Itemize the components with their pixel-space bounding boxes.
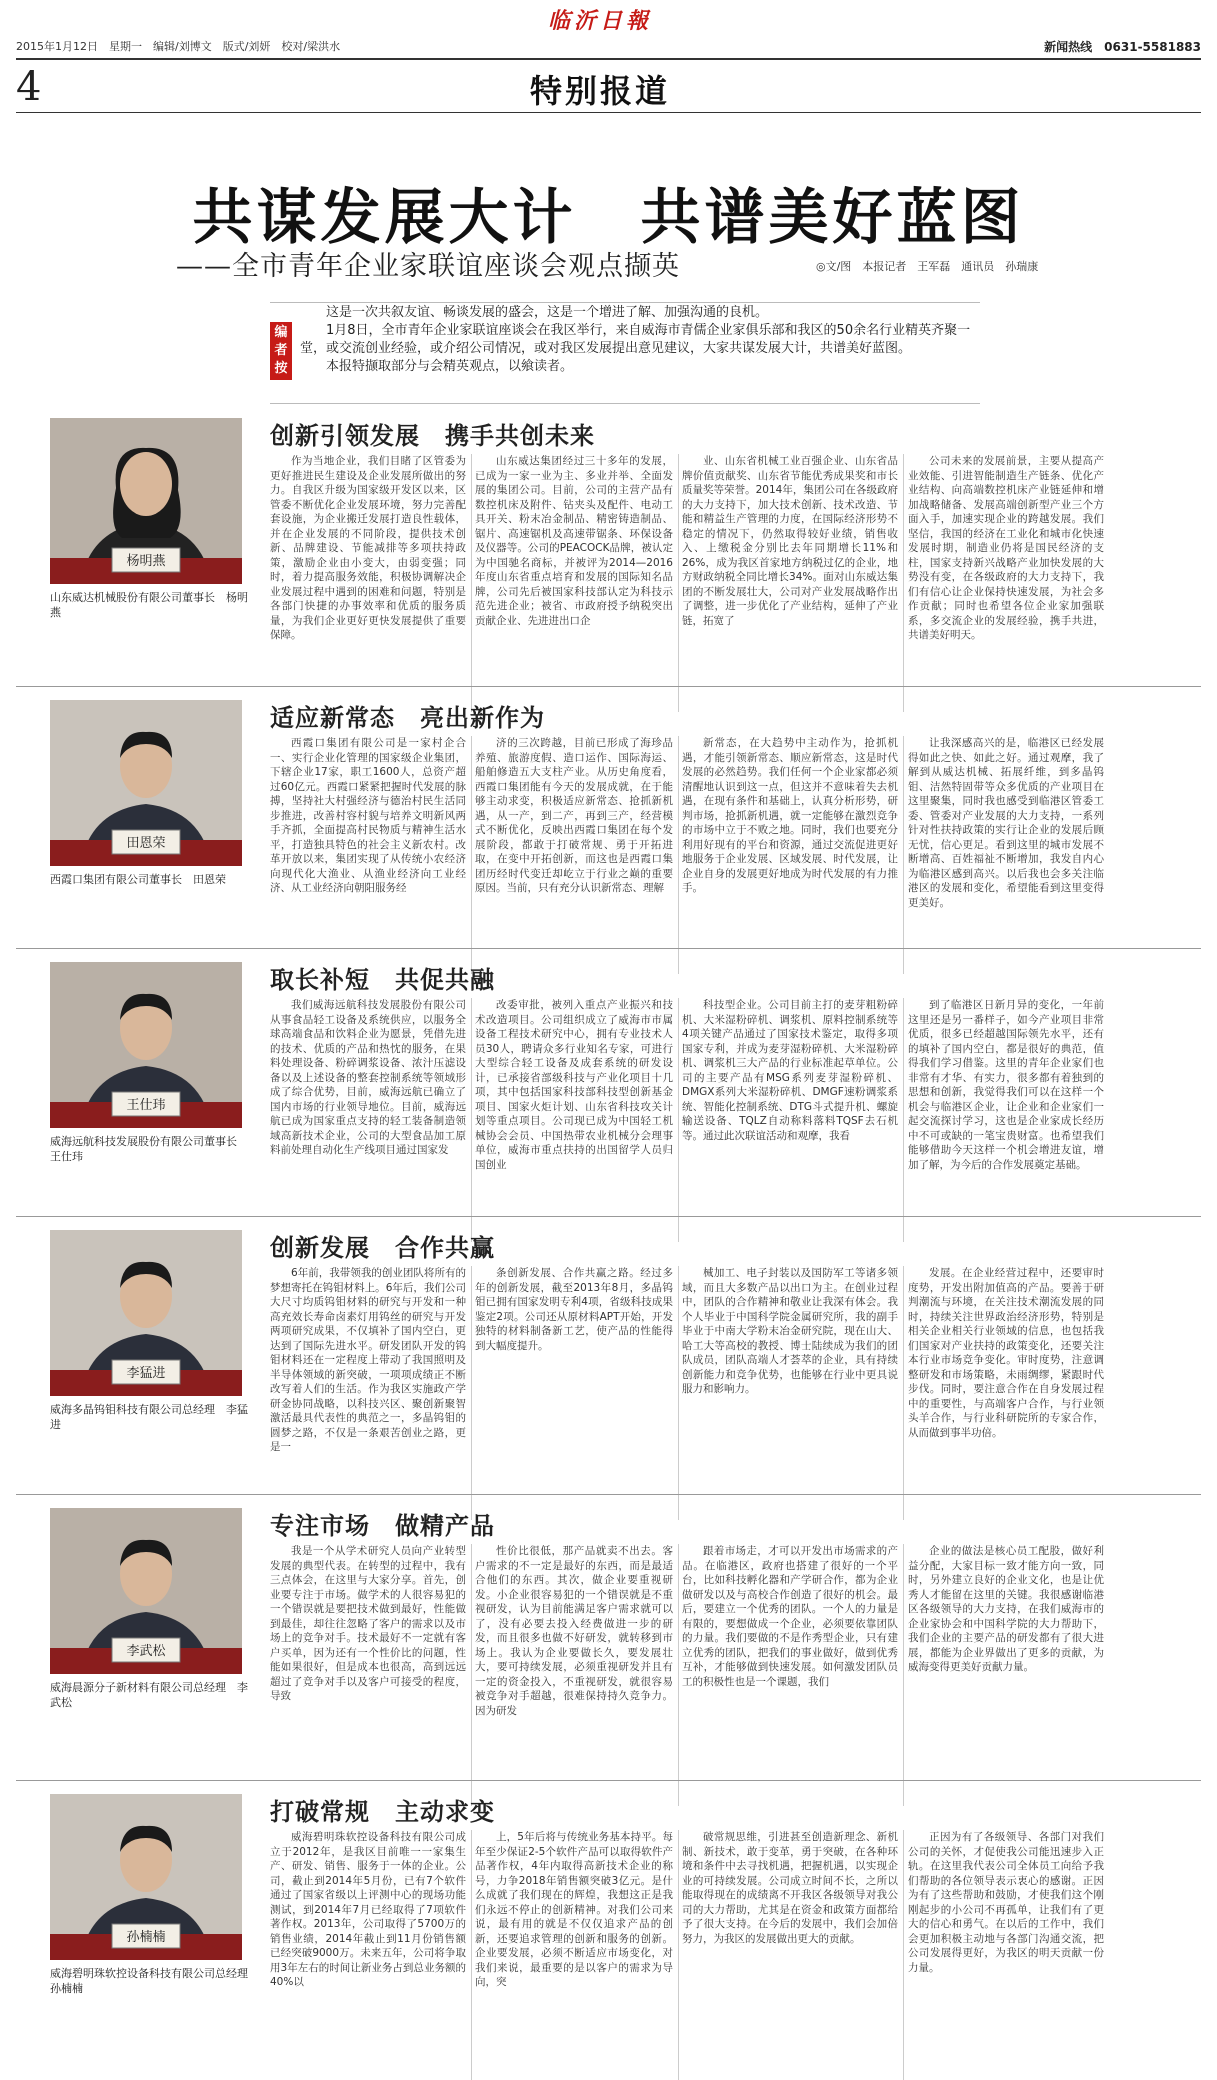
editor-note-paragraph: 本报特撷取部分与会精英观点，以飨读者。 — [326, 359, 574, 374]
section-divider — [16, 1216, 1201, 1217]
article-column — [475, 736, 673, 974]
column-rule — [471, 1544, 472, 1806]
section-divider — [16, 1780, 1201, 1781]
portrait-photo — [50, 700, 242, 866]
section-heading: 创新发展 合作共赢 — [270, 1234, 495, 1262]
newspaper-logo: 临沂日報 — [548, 8, 653, 34]
name-card-text: 杨明燕 — [126, 554, 166, 569]
article-paragraph: 我们威海远航科技发展股份有限公司从事食品轻工设备及系统供应，以服务全球高端食品和饮料企业为愿景，凭借先进的技术、优质的产品和热忱的服务，在果料处理设备、粉碎调浆设备、浓汁压滤设备以及上述设备的整套控制系统等领域形成了综合优势，目前，威海远航已确立了国内市场的行业领导地位。目前，威海远航已成为国家重点支持的轻工装备制造领域高新技术企业，公司的大型食品加工原料前处理自动化生产线项目通过国家发 — [270, 999, 466, 1156]
name-card-text: 孙楠楠 — [126, 1930, 166, 1945]
portrait-illustration — [50, 418, 242, 584]
article-column — [908, 998, 1104, 1242]
headline: 共谋发展大计 共谱美好蓝图 — [192, 183, 1025, 253]
article-column — [475, 1830, 673, 2080]
subheadline: ——全市青年企业家联谊座谈会观点撷英 — [176, 251, 680, 282]
article-paragraph: 威海碧明珠软控设备科技有限公司成立于2012年，是我区目前唯一一家集生产、研发、销售、服务于一体的企业。公司，截止到2014年5月份，已有7个软件通过了国家省级以上评测中心的现场功能测试，到2014年7月已经取得了7项软件著作权。2013年，公司取得了5700万的销售业绩，2014年截止到11月份销售额已经突破9000万。未来五年，公司将争取用3年左右的时间让新业务占到总业务额的40%以 — [270, 1831, 466, 1988]
article-paragraph: 到了临港区日新月异的变化，一年前这里还是另一番样子，如今产业项目非常优质，很多已经超越国际领先水平，还有的填补了国内空白，都是很好的典范，值得我们学习借鉴。这里的青年企业家们也非常有才华、有实力，很多都有着独到的思想和创新，我觉得我们可以在这样一个机会与临港区企业，让企业和企业家们一起交流探讨学习，这也是企业家成长经历中不可或缺的一笔宝贵财富。也希望我们能够借助今天这样一个机会增进友谊，增加了解，为今后的合作发展奠定基础。 — [908, 999, 1104, 1171]
article-column — [908, 736, 1104, 974]
editor-note-tag: 编者按 — [270, 322, 292, 380]
portrait-photo — [50, 1230, 242, 1396]
portrait-illustration — [50, 962, 242, 1128]
name-card-text: 李武松 — [126, 1644, 166, 1659]
photo-caption: 威海多晶钨钼科技有限公司总经理 李猛进 — [50, 1403, 248, 1431]
article-column — [682, 1266, 898, 1520]
column-rule — [903, 998, 904, 1242]
article-paragraph: 性价比很低，那产品就卖不出去。客户需求的不一定是最好的东西，而是最适合他们的东西。其次，做企业要重视研发。小企业很容易犯的一个错误就是不重视研发，认为目前能满足客户需求就可以了，没有必要去投入经费做进一步的研发，而且很多也做不好研发，就转移到市场上。我认为企业要做长久，要发展壮大，要可持续发展，必须重视研发并且有一定的资金投入，不重视研发，就很容易被竞争对手超越，很难保持持久竞争力。因为研发 — [475, 1545, 673, 1717]
column-rule — [678, 1830, 679, 2080]
section-heading: 适应新常态 亮出新作为 — [270, 704, 545, 732]
portrait-photo — [50, 962, 242, 1128]
article-paragraph: 业、山东省机械工业百强企业、山东省品牌价值贡献奖、山东省节能优秀成果奖和市长质量奖等荣誉。2014年，集团公司在各级政府的大力支持下，加大技术创新、技术改造、节能和精益生产管理的力度，在国际经济形势不稳定的情况下，仍然取得较好业绩，销售收入、上缴税金分别比去年同期增长11%和26%，成为我区首家地方纳税过亿的企业，地方财政纳税全同比增长34%。面对山东威达集团的不断发展壮大，公司对产业发展战略作出了调整，进一步优化了产业结构，延伸了产业链，拓宽了 — [682, 455, 898, 627]
column-rule — [678, 736, 679, 974]
portrait-illustration — [50, 1230, 242, 1396]
column-rule — [903, 1830, 904, 2080]
portrait-photo — [50, 418, 242, 584]
photo-caption: 山东威达机械股份有限公司董事长 杨明燕 — [50, 591, 248, 619]
name-card-text: 王仕玮 — [126, 1098, 166, 1113]
editor-note-text — [300, 304, 976, 376]
portrait-photo — [50, 1794, 242, 1960]
column-rule — [678, 1544, 679, 1806]
article-paragraph: 破常规思维，引进甚至创造新理念、新机制、新技术，敢于变革，勇于突破，在各种环境和条件中去寻找机遇，把握机遇，以实现企业的可持续发展。公司成立时间不长，之所以能取得现在的成绩离不开我区各级领导对我公司的大力帮助，尤其是在资金和政策方面都给予了很大支持。在今后的发展中，我们会加倍努力，为我区的发展做出更大的贡献。 — [682, 1831, 898, 1945]
section-heading: 打破常规 主动求变 — [270, 1798, 495, 1826]
column-rule — [471, 1266, 472, 1520]
column-rule — [471, 736, 472, 974]
article-column — [270, 998, 466, 1242]
article-paragraph: 西霞口集团有限公司是一家村企合一、实行企业化管理的国家级企业集团，下辖企业17家，职工1600人，总资产超过60亿元。西霞口紧紧把握时代发展的脉搏，坚持社大村强经济与德治村民生活同步推进，改善村容村貌与培养文明新风两手齐抓，全面提高村民物质与精神生活水平，打造独具特色的社会主义新农村。改革开放以来，集团实现了从传统小农经济向现代化大渔业、从渔业经济向工业经济、从工业经济向朝阳服务经 — [270, 737, 466, 894]
article-paragraph: 公司未来的发展前景，主要从提高产业效能、引进智能制造生产链条、优化产业结构、向高端数控机床产业链延伸和增加战略储备、发展高端创新型产业三个方面入手，加速实现企业的跨越发展。我们坚信，我国的经济在工业化和城市化快速发展时期，制造业仍将是国民经济的支柱，国家支持新兴战略产业加快发展的大势没有变，在各级政府的大力支持下，我们有信心让企业保持快速发展，为社会多作贡献；同时也希望各位企业家加强联系，多交流企业的发展经验，携手共进，共谱美好明天。 — [908, 455, 1104, 641]
article-column — [908, 1266, 1104, 1520]
masthead-rule — [16, 58, 1201, 60]
page-number: 4 — [16, 64, 42, 110]
byline: ◎文/图 本报记者 王军磊 通讯员 孙瑞康 — [816, 260, 1039, 273]
column-rule — [903, 1544, 904, 1806]
editor-note-paragraph: 这是一次共叙友谊、畅谈发展的盛会，这是一个增进了解、加强沟通的良机。 — [326, 305, 769, 320]
article-paragraph: 上，5年后将与传统业务基本持平。每年至少保证2-5个软件产品可以取得软件产品著作权，4年内取得高新技术企业的称号，力争2018年销售额突破3亿元。是什么成就了我们现在的辉煌，我想这正是我们永远不停止的创新精神。对我们公司来说，最有用的就是不仅仅追求产品的创新，还要追求管理的创新和服务的创新。企业要发展，必须不断适应市场变化，对我们来说，最重要的是以客户的需求为导向，突 — [475, 1831, 673, 1988]
section-divider — [16, 1494, 1201, 1495]
article-column — [682, 736, 898, 974]
article-paragraph: 企业的做法是核心员工配股，做好利益分配，大家目标一致才能方向一致，同时，另外建立良好的企业文化，也是让优秀人才能留在这里的关键。我很感谢临港区各级领导的大力支持，在我们威海市的企业家协会和中国科学院的大力帮助下，我们企业的主要产品的研发都有了很大进展，都能为企业界做出了更多的贡献，为威海变得更美好贡献力量。 — [908, 1545, 1104, 1673]
column-rule — [903, 454, 904, 712]
article-paragraph: 正因为有了各级领导、各部门对我们公司的关怀，才促使我公司能迅速步入正轨。在这里我代表公司全体员工向给予我们帮助的各位领导表示衷心的感谢。正因为有了这些帮助和鼓励，才使我们这个刚刚起步的小公司不再孤单，让我们有了更大的信心和勇气。在以后的工作中，我们会更加积极主动地与各部门沟通交流，把公司发展得更好，为我区的明天贡献一份力量。 — [908, 1831, 1104, 1974]
portrait-illustration — [50, 700, 242, 866]
portrait-illustration — [50, 1508, 242, 1674]
photo-caption: 威海晨源分子新材料有限公司总经理 李武松 — [50, 1681, 248, 1709]
column-rule — [903, 736, 904, 974]
article-column — [682, 998, 898, 1242]
section-heading: 专注市场 做精产品 — [270, 1512, 495, 1540]
portrait-illustration — [50, 1794, 242, 1960]
column-rule — [903, 1266, 904, 1520]
article-column — [682, 454, 898, 712]
article-column — [475, 454, 673, 712]
article-column — [270, 454, 466, 712]
dateline: 2015年1月12日 星期一 编辑/刘博文 版式/刘妍 校对/梁洪水 — [16, 40, 341, 53]
article-column — [475, 998, 673, 1242]
article-column — [682, 1544, 898, 1806]
article-column — [270, 1544, 466, 1806]
article-paragraph: 改委审批，被列入重点产业振兴和技术改造项目。公司组织成立了威海市市属设备工程技术研究中心，拥有专业技术人员30人，聘请众多行业知名专家，可进行大型综合轻工设备及成套系统的研发设计，已承接省部级科技与产业化项目十几项，其中包括国家科技部科技型创新基金项目、国家火炬计划、山东省科技攻关计划等重点项目。公司现已成为中国轻工机械协会会员、中国热带农业机械分会理事单位，威海市重点扶持的出国留学人员归国创业 — [475, 999, 673, 1171]
photo-caption: 西霞口集团有限公司董事长 田恩荣 — [50, 873, 226, 886]
column-rule — [471, 998, 472, 1242]
section-divider — [16, 686, 1201, 687]
article-paragraph: 让我深感高兴的是，临港区已经发展得如此之快、如此之好。通过观摩，我了解到从威达机械、拓展纤维，到多晶钨钼、洁然特固带等众多优质的产业项目在这里聚集，同时我也感受到临港区管委工委、管委对产业发展的大力支持，一系列针对性扶持政策的实行让企业的发展后顾无忧，信心更足。看到这里的城市发展不断增高、百姓福祉不断增加，我发自内心为临港区感到高兴。以后我也会多关注临港区的发展和变化，希望能看到这里变得更美好。 — [908, 737, 1104, 909]
portrait-photo — [50, 1508, 242, 1674]
article-paragraph: 山东威达集团经过三十多年的发展，已成为一家一业为主、多业并举、全面发展的集团公司。目前，公司的主营产品有数控机床及附件、钻夹头及配件、电动工具开关、粉末冶金制品、精密铸造制品、锯片、高速锯机及高速带锯条、环保设备及仪器等。公司的PEACOCK品牌，被认定为中国驰名商标，并被评为2014—2016年度山东省重点培育和发展的国际知名品牌，公司先后被国家科技部认定为科技示范先进企业；被省、市政府授予纳税突出贡献企业、先进进出口企 — [475, 455, 673, 627]
name-card-text: 李猛进 — [126, 1366, 166, 1381]
article-paragraph: 新常态，在大趋势中主动作为，抢抓机遇，才能引领新常态、顺应新常态，这是时代发展的必然趋势。我们任何一个企业家都必须清醒地认识到这一点，但这并不意味着失去机遇，在现有条件和基础上，认真分析形势，研判市场，抢抓新机遇，就一定能够在激烈竞争的市场中立于不败之地。同时，我们也要充分利用好现有的平台和资源，通过交流促进更好地服务于企业发展、区域发展、时代发展，让企业自身的发展更好地成为时代发展的有力推手。 — [682, 737, 898, 894]
photo-caption: 威海远航科技发展股份有限公司董事长 王仕玮 — [50, 1135, 248, 1163]
section-heading: 取长补短 共促共融 — [270, 966, 495, 994]
column-rule — [471, 454, 472, 712]
section-heading: 创新引领发展 携手共创未来 — [270, 422, 595, 450]
article-column — [475, 1544, 673, 1806]
column-rule — [678, 998, 679, 1242]
section-divider — [16, 948, 1201, 949]
name-card-text: 田恩荣 — [126, 836, 166, 851]
article-column — [270, 1266, 466, 1520]
article-paragraph: 6年前，我带领我的创业团队将所有的梦想寄托在钨钼材料上。6年后，我们公司大尺寸均质钨钼材料的研究与开发和一种高充效长寿命卤素灯用钨丝的研究与开发两项研究成果，不仅填补了国内空白，更达到了国际先进水平。研发团队开发的钨钼材料还在一定程度上带动了我国照明及半导体领域的新突破，一项项成绩正不断改写着人们的生活。作为我区实施政产学研金协同战略，以科技兴区、聚创新聚智激活最具代表性的典范之一，多晶钨钼的圆梦之路，不仅是一条艰苦创业之路，更是一 — [270, 1267, 466, 1453]
photo-caption: 威海碧明珠软控设备科技有限公司总经理 孙楠楠 — [50, 1967, 259, 1995]
article-column — [908, 1830, 1104, 2080]
section-title: 特别报道 — [530, 72, 671, 110]
editor-note-paragraph: 1月8日，全市青年企业家联谊座谈会在我区举行，来自威海市青儒企业家俱乐部和我区的50余名行业精英齐聚一堂，或交流创业经验，或介绍公司情况，或对我区发展提出意见建议，大家共谋发展大计，共谱美好蓝图。 — [300, 323, 971, 356]
article-column — [475, 1266, 673, 1520]
article-column — [908, 454, 1104, 712]
article-column — [270, 1830, 466, 2080]
column-rule — [678, 1266, 679, 1520]
article-paragraph: 械加工、电子封装以及国防军工等诸多领域，而且大多数产品以出口为主。在创业过程中，团队的合作精神和敬业让我深有体会。我个人毕业于中国科学院金属研究所，我的副手毕业于中南大学粉末冶金研究院，现在山大、哈工大等高校的教授、博士陆续成为我们的团队成员，团队高端人才荟萃的企业，具有持续创新能力和竞争优势，也能够在行业中更具说服力和影响力。 — [682, 1267, 898, 1395]
section-rule — [16, 112, 1201, 113]
news-hotline: 新闻热线 0631-5581883 — [1044, 40, 1201, 54]
column-rule — [678, 454, 679, 712]
article-paragraph: 跟着市场走，才可以开发出市场需求的产品。在临港区，政府也搭建了很好的一个平台，比如科技孵化器和产学研合作，都为企业做研发以及与高校合作创造了很好的机会。最后，要建立一个优秀的团队。一个人的力量是有限的，要想做成一个企业，必须要依靠团队的力量。我们要做的不是作秀型企业，只有建立优秀的团队，把我们的事业做好，做到优秀互补，才能够做到快速发展。如何激发团队员工的积极性也是一个课题，我们 — [682, 1545, 898, 1688]
article-paragraph: 条创新发展、合作共赢之路。经过多年的创新发展，截至2013年8月，多晶钨钼已拥有国家发明专利4项，省级科技成果鉴定2项。公司还从原材料APT开始，开发独特的材料制备新工艺，使产品的性能得到大幅度提升。 — [475, 1267, 673, 1352]
masthead — [0, 0, 1217, 60]
article-paragraph: 济的三次跨越，目前已形成了海珍品养殖、旅游度假、造口运作、国际海运、船舶修造五大支柱产业。从历史角度看，西霞口集团能有今天的发展成就，在于能够主动求变，积极适应新常态、抢抓新机遇，从一产，到二产，再到三产，经营模式不断优化，反映出西霞口集团在每个发展阶段，都敢于打破常规、勇于开拓进取，在变中开拓创新，而这也是西霞口集团历经时代变迁却屹立于行业之巅的重要原因。当前，只有充分认识新常态、理解 — [475, 737, 673, 894]
article-paragraph: 发展。在企业经营过程中，还要审时度势，开发出附加值高的产品。要善于研判潮流与环境，在关注技术潮流发展的同时，持续关注世界政治经济形势，特别是相关企业相关行业领域的信息，也包括我们国家对产业扶持的政策变化，还要关注本行业市场竞争变化。审时度势，注意调整研发和市场策略，未雨绸缪，紧跟时代步伐。同时，要注意合作在自身发展过程中的重要性，与高端客户合作，与行业领头羊合作，与行业科研院所的专家合作，从而做到事半功倍。 — [908, 1267, 1104, 1439]
column-rule — [471, 1830, 472, 2080]
article-paragraph: 作为当地企业，我们目睹了区管委为更好推进民生建设及企业发展所做出的努力。自我区升级为国家级开发区以来，区管委不断优化企业发展环境，努力完善配套设施，为企业搬迁发展打造良性载体，并在企业发展的不同阶段，提供技术创新、品牌建设、节能减排等多项扶持政策，激励企业由小变大，由弱变强；同时，着力提高服务效能，积极协调解决企业发展过程中遇到的困难和问题，特别是各部门快捷的办事效率和优质的服务质量，为我们企业更好更快发展提供了重要保障。 — [270, 455, 466, 641]
article-column — [682, 1830, 898, 2080]
article-column — [908, 1544, 1104, 1806]
article-paragraph: 我是一个从学术研究人员向产业转型发展的典型代表。在转型的过程中，我有三点体会，在这里与大家分享。首先，创业要专注于市场。做学术的人很容易犯的一个错误就是要把技术做到最好，性能做到最佳，却往往忽略了客户的需求以及市场上的竞争对手。技术最好不一定就有客户买单，因为还有一个性价比的问题，性能如果很好，但是成本也很高，高到远远超过了竞争对手以及客户可接受的程度，导致 — [270, 1545, 466, 1702]
article-paragraph: 科技型企业。公司目前主打的麦芽粗粉碎机、大米湿粉碎机、调浆机、原料控制系统等4项关键产品通过了国家技术鉴定，取得多项国家专利，并成为麦芽湿粉碎机、大米湿粉碎机、调浆机三大产品的行业标准起草单位。公司的主要产品有MSG系列麦芽湿粉碎机、DMGX系列大米湿粉碎机、DMGF速粉调浆系统、智能化控制系统、DTG斗式提升机、螺旋输送设备、TQLZ自动称料落料TQSF去石机等。通过此次联谊活动和观摩，我看 — [682, 999, 898, 1142]
article-column — [270, 736, 466, 974]
